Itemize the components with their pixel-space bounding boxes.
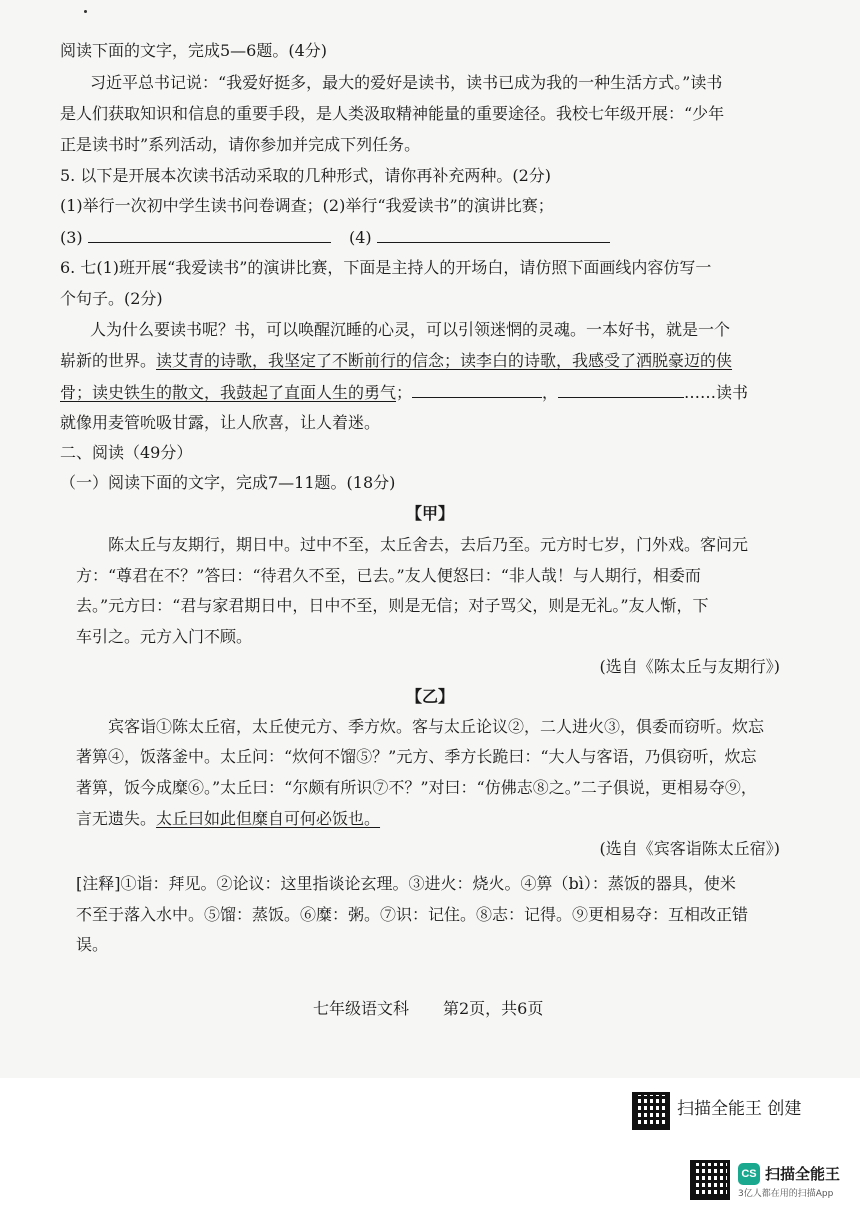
passage-line: [60, 350, 732, 372]
passage-jia-title: 【甲】: [405, 504, 454, 523]
source-citation: (选自《陈太丘与友期行》): [599, 657, 780, 676]
passage-text: ……读书: [684, 383, 749, 402]
passage-line: 是人们获取知识和信息的重要手段，是人类汲取精神能量的重要途径。我校七年级开展：“少年: [60, 104, 725, 123]
annotation-line: 误。: [76, 935, 109, 954]
question-5: 5. 以下是开展本次读书活动采取的几种形式，请你再补充两种。(2分): [60, 166, 552, 185]
footer-page-number: 第2页，共6页: [443, 999, 544, 1018]
watermark-brand: 扫描全能王: [765, 1165, 841, 1183]
answer-blank-3[interactable]: [88, 226, 331, 243]
qr-code-icon: [632, 1092, 670, 1130]
question-6-cont: 个句子。(2分): [60, 289, 163, 308]
passage-line: 陈太丘与友期行，期日中。过中不至，太丘舍去，去后乃至。元方时七岁，门外戏。客问元: [108, 535, 749, 554]
blank-4-label: (4): [348, 228, 372, 247]
camscanner-logo-icon: CS: [738, 1163, 760, 1185]
watermark-tagline: 3亿人都在用的扫描App: [738, 1189, 834, 1199]
question-5-blanks: [60, 226, 610, 249]
reading-intro: 阅读下面的文字，完成5—6题。(4分): [60, 41, 328, 60]
answer-blank-imitation-1[interactable]: [412, 381, 542, 398]
annotation-line: 不至于落入水中。⑤馏：蒸饭。⑥糜：粥。⑦识：记住。⑧志：记得。⑨更相易夺：互相改正错: [76, 905, 749, 924]
underlined-model-sentence: 骨；读史铁生的散文，我鼓起了直面人生的勇气: [60, 383, 397, 402]
underlined-model-sentence: 读艾青的诗歌，我坚定了不断前行的信念；读李白的诗歌，我感受了洒脱豪迈的侠: [156, 351, 733, 370]
passage-line: 宾客诣①陈太丘宿，太丘使元方、季方炊。客与太丘论议②，二人进火③，俱委而窃听。炊忘: [108, 717, 765, 736]
passage-line: 正是读书时”系列活动，请你参加并完成下列任务。: [60, 135, 421, 154]
passage-line: 方：“尊君在不？”答曰：“待君久不至，已去。”友人便怒曰：“非人哉！与人期行，相委而: [76, 566, 701, 585]
passage-line: 去。”元方曰：“君与家君期日中，日中不至，则是无信；对子骂父，则是无礼。”友人惭，下: [76, 596, 709, 615]
watermark-created-by: 扫描全能王 创建: [677, 1099, 802, 1119]
passage-line: 著箅④，饭落釜中。太丘问：“炊何不馏⑤？”元方、季方长跪曰：“大人与客语，乃俱窃听，炊忘: [76, 747, 757, 766]
blank-3-label: (3): [60, 228, 83, 247]
passage-line: 人为什么要读书呢？书，可以唤醒沉睡的心灵，可以引领迷惘的灵魂。一本好书，就是一个: [90, 320, 731, 339]
question-5-items: (1)举行一次初中学生读书问卷调查；(2)举行“我爱读书”的演讲比赛；: [60, 196, 554, 215]
punctuation: ；: [396, 383, 413, 402]
footer-subject: 七年级语文科: [313, 999, 410, 1018]
scan-speck: [84, 10, 87, 13]
underlined-sentence: 太丘曰如此但糜自可何必饭也。: [156, 809, 381, 828]
source-citation: (选自《宾客诣陈太丘宿》): [599, 839, 780, 858]
passage-line: 就像用麦管吮吸甘露，让人欣喜，让人着迷。: [60, 413, 381, 432]
passage-line: [60, 381, 748, 404]
passage-line: [76, 808, 380, 830]
question-6: 6. 七(1)班开展“我爱读书”的演讲比赛，下面是主持人的开场白，请仿照下面画线内容仿写一: [60, 258, 712, 277]
annotation-line: [注释]①诣：拜见。②论议：这里指谈论玄理。③进火：烧火。④箅（bì）：蒸饭的器具，使米: [76, 874, 736, 893]
passage-text: 崭新的世界。: [60, 351, 157, 370]
subsection-heading: （一）阅读下面的文字，完成7—11题。(18分): [60, 473, 396, 492]
passage-line: 习近平总书记说：“我爱好挺多，最大的爱好是读书，读书已成为我的一种生活方式。”读书: [90, 73, 723, 92]
passage-text: 言无遗失。: [76, 809, 157, 828]
punctuation: ，: [542, 383, 559, 402]
passage-line: 车引之。元方入门不顾。: [76, 627, 253, 646]
section-heading: 二、阅读（49分）: [60, 443, 193, 462]
answer-blank-imitation-2[interactable]: [558, 381, 684, 398]
passage-yi-title: 【乙】: [405, 687, 454, 706]
passage-line: 著箅，饭今成糜⑥。”太丘曰：“尔颇有所识⑦不？”对曰：“仿佛志⑧之。”二子俱说，更相易夺⑨，: [76, 778, 757, 797]
answer-blank-4[interactable]: [377, 226, 610, 243]
qr-code-icon: [690, 1160, 730, 1200]
